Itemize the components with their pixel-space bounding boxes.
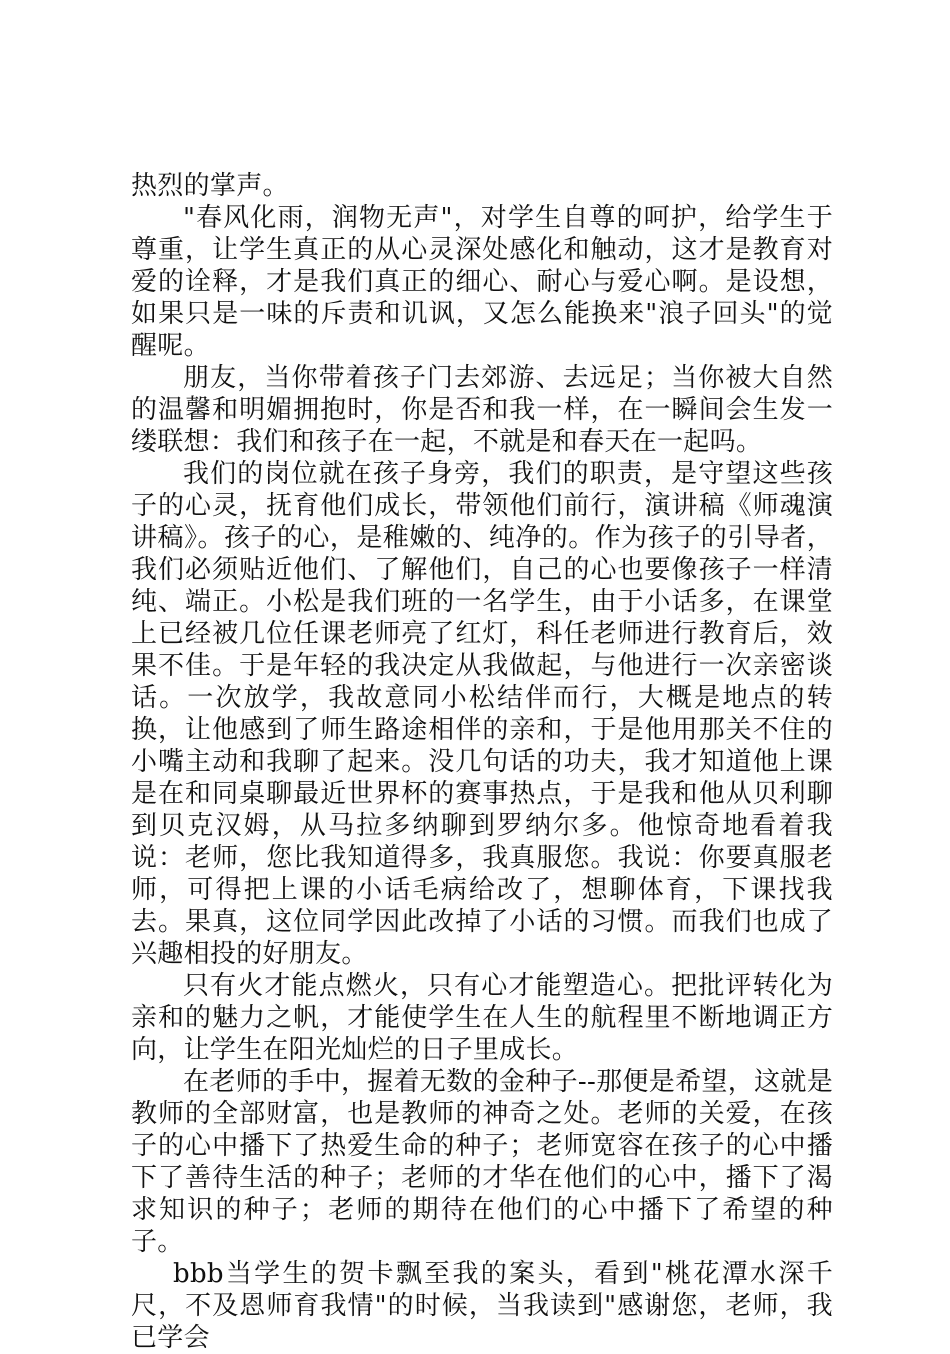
- paragraph-2: "春风化雨，润物无声"，对学生自尊的呵护，给学生于尊重，让学生真正的从心灵深处感化和触动，这才是教育对爱的诠释，才是我们真正的细心、耐心与爱心啊。是设想，如果只是一味的斥责和讥讽，又怎么能换来"浪子回头"的觉醒呢。: [131, 203, 833, 361]
- paragraph-1: 热烈的掌声。: [131, 171, 289, 201]
- paragraph-3: 朋友，当你带着孩子门去郊游、去远足；当你被大自然的温馨和明媚拥抱时，你是否和我一样，在一瞬间会生发一缕联想：我们和孩子在一起，不就是和春天在一起吗。: [131, 363, 833, 457]
- paragraph-4: 我们的岗位就在孩子身旁，我们的职责，是守望这些孩子的心灵，抚育他们成长，带领他们前行，演讲稿《师魂演讲稿》。孩子的心，是稚嫩的、纯净的。作为孩子的引导者，我们必须贴近他们、了解他们，自己的心也要像孩子一样清纯、端正。小松是我们班的一名学生，由于小话多，在课堂上已经被几位任课老师亮了红灯，科任老师进行教育后，效果不佳。于是年轻的我决定从我做起，与他进行一次亲密谈话。一次放学，我故意同小松结伴而行，大概是地点的转换，让他感到了师生路途相伴的亲和，于是他用那关不住的小嘴主动和我聊了起来。没几句话的功夫，我才知道他上课是在和同桌聊最近世界杯的赛事热点，于是我和他从贝利聊到贝克汉姆，从马拉多纳聊到罗纳尔多。他惊奇地看着我说：老师，您比我知道得多，我真服您。我说：你要真服老师，可得把上课的小话毛病给改了，想聊体育，下课找我去。果真，这位同学因此改掉了小话的习惯。而我们也成了兴趣相投的好朋友。: [131, 459, 833, 969]
- paragraph-5: 只有火才能点燃火，只有心才能塑造心。把批评转化为亲和的魅力之帆，才能使学生在人生的航程里不断地调正方向，让学生在阳光灿烂的日子里成长。: [131, 971, 833, 1065]
- paragraph-7: bbb当学生的贺卡飘至我的案头，看到"桃花潭水深千尺，不及恩师育我情"的时候，当我读到"感谢您，老师，我已学会: [131, 1259, 833, 1353]
- paragraph-6: 在老师的手中，握着无数的金种子--那便是希望，这就是教师的全部财富，也是教师的神奇之处。老师的关爱，在孩子的心中播下了热爱生命的种子；老师宽容在孩子的心中播下了善待生活的种子；老师的才华在他们的心中，播下了渴求知识的种子；老师的期待在他们的心中播下了希望的种子。: [131, 1067, 833, 1257]
- document-body: [131, 170, 833, 1354]
